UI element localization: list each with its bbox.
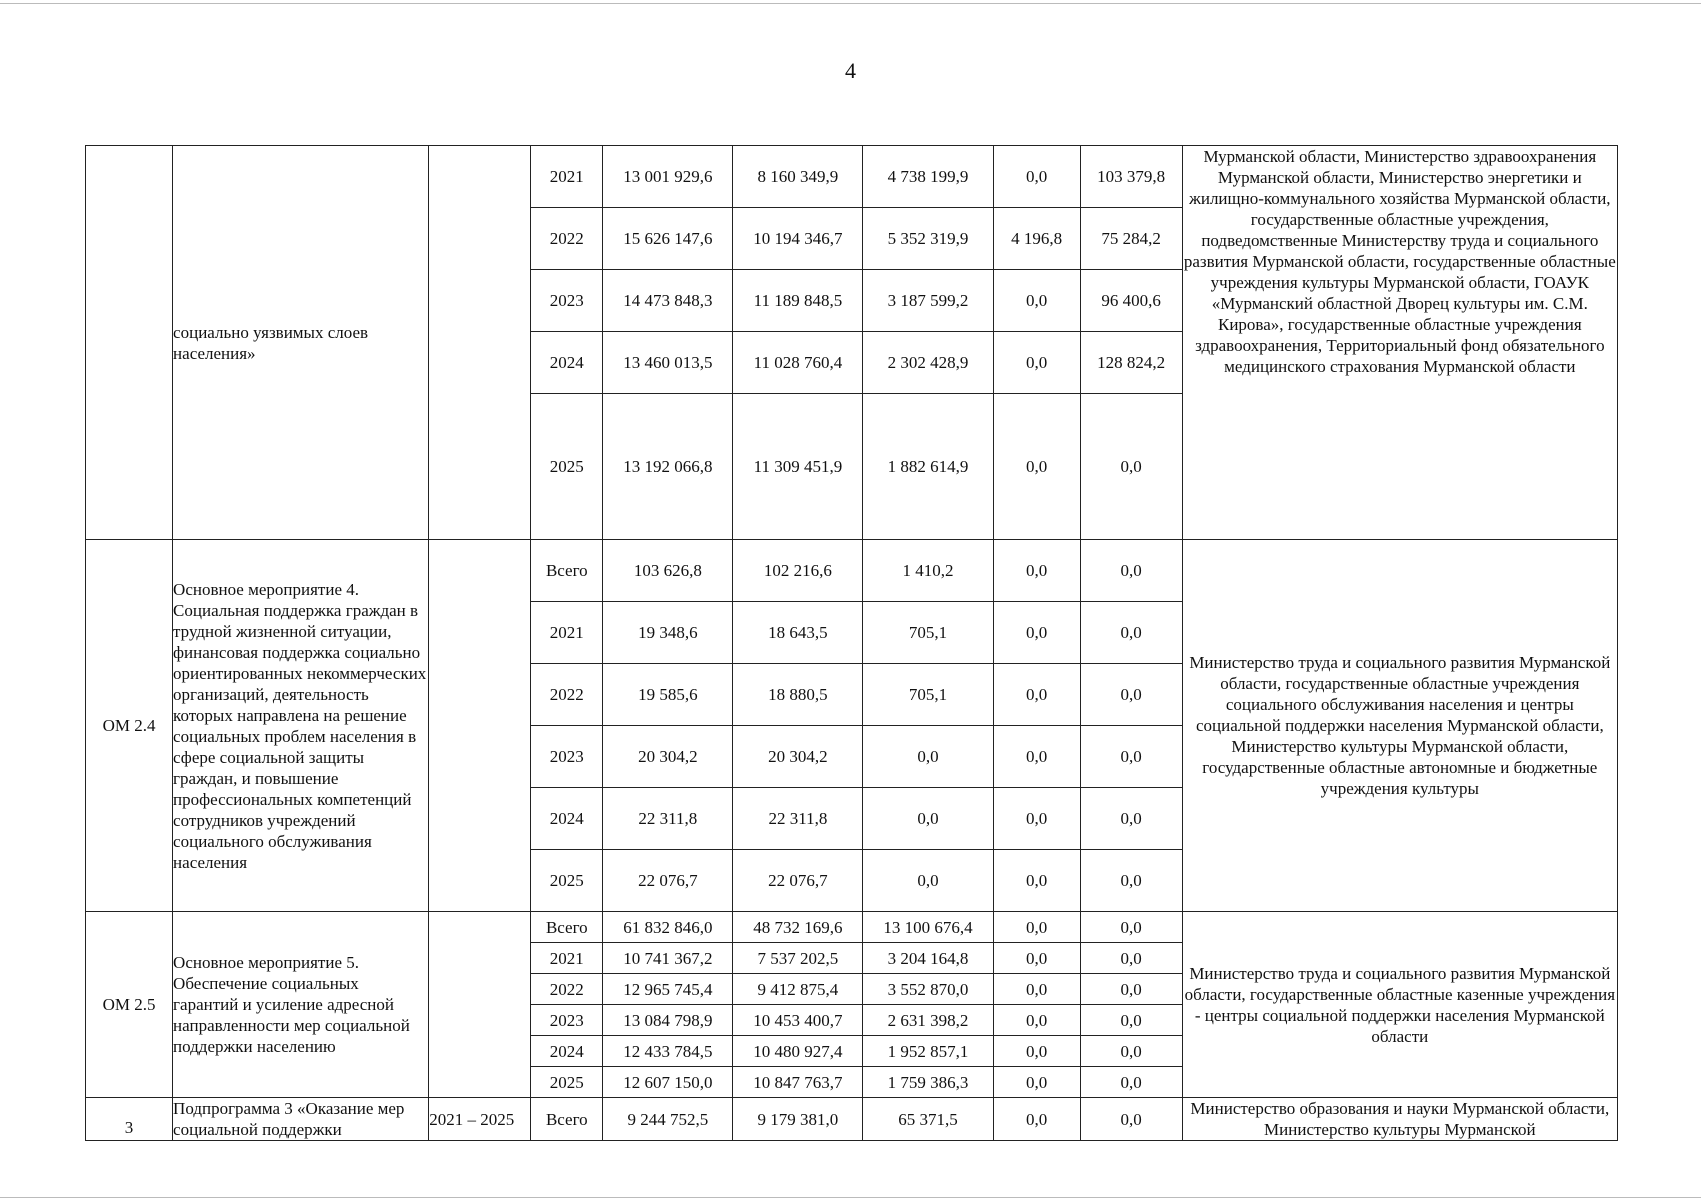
amount-cell: 18 643,5 [733,602,863,664]
term-cell [429,912,531,1098]
amount-cell: 0,0 [1080,943,1182,974]
term-cell [429,540,531,912]
table-row [86,1098,1618,1141]
amount-cell: 1 882 614,9 [863,394,993,540]
amount-cell: 0,0 [993,270,1080,332]
code-cell: 3 [86,1098,173,1141]
total-cell: 10 741 367,2 [603,943,733,974]
amount-cell: 10 194 346,7 [733,208,863,270]
amount-cell: 0,0 [1080,664,1182,726]
code-cell: ОМ 2.5 [86,912,173,1098]
total-cell: 103 626,8 [603,540,733,602]
amount-cell: 0,0 [1080,540,1182,602]
total-cell: 12 965 745,4 [603,974,733,1005]
term-cell: 2021 – 2025 [429,1098,531,1141]
amount-cell: 0,0 [993,1036,1080,1067]
amount-cell: 0,0 [1080,1005,1182,1036]
amount-cell: 0,0 [1080,394,1182,540]
year-cell: 2024 [531,332,603,394]
amount-cell: 0,0 [1080,912,1182,943]
amount-cell: 11 028 760,4 [733,332,863,394]
table-row [86,146,1618,208]
year-cell: 2024 [531,1036,603,1067]
amount-cell: 9 412 875,4 [733,974,863,1005]
year-cell: 2025 [531,850,603,912]
amount-cell: 22 311,8 [733,788,863,850]
amount-cell: 0,0 [1080,1067,1182,1098]
amount-cell: 1 759 386,3 [863,1067,993,1098]
year-cell: 2025 [531,1067,603,1098]
measure-name-cell: Основное мероприятие 4. Социальная поддержка граждан в трудной жизненной ситуации, финансовая поддержка социально ориентированных некоммерческих организаций, деятельность которых направлена на решение социальных проблем населения в сфере социальной защиты граждан, и повышение профессиональных компетенций сотрудников учреждений социального обслуживания населения [173,540,429,912]
amount-cell: 0,0 [993,540,1080,602]
budget-table [85,145,1618,1141]
total-cell: 19 348,6 [603,602,733,664]
total-cell: 9 244 752,5 [603,1098,733,1141]
total-cell: 13 084 798,9 [603,1005,733,1036]
amount-cell: 0,0 [993,850,1080,912]
amount-cell: 7 537 202,5 [733,943,863,974]
amount-cell: 48 732 169,6 [733,912,863,943]
amount-cell: 10 847 763,7 [733,1067,863,1098]
total-cell: 15 626 147,6 [603,208,733,270]
amount-cell: 0,0 [993,974,1080,1005]
year-cell: Всего [531,540,603,602]
code-cell: ОМ 2.4 [86,540,173,912]
amount-cell: 2 302 428,9 [863,332,993,394]
amount-cell: 1 410,2 [863,540,993,602]
amount-cell: 0,0 [1080,974,1182,1005]
amount-cell: 11 189 848,5 [733,270,863,332]
measure-name-cell: Подпрограмма 3 «Оказание мер социальной поддержки [173,1098,429,1141]
year-cell: 2022 [531,208,603,270]
total-cell: 20 304,2 [603,726,733,788]
amount-cell: 0,0 [993,332,1080,394]
amount-cell: 0,0 [993,1067,1080,1098]
total-cell: 19 585,6 [603,664,733,726]
year-cell: 2025 [531,394,603,540]
code-cell [86,146,173,540]
executors-cell: Мурманской области, Министерство здравоохранения Мурманской области, Министерство энергетики и жилищно-коммунального хозяйства Мурманской области, государственные областные учреждения, подведомственные Министерству труда и социального развития Мурманской области, государственные областные учреждения культуры Мурманской области, ГОАУК «Мурманский областной Дворец культуры им. С.М. Кирова», государственные областные учреждения здравоохранения, Территориальный фонд обязательного медицинского страхования Мурманской области [1182,146,1617,540]
page-number: 4 [845,58,856,83]
amount-cell: 705,1 [863,664,993,726]
total-cell: 14 473 848,3 [603,270,733,332]
total-cell: 12 607 150,0 [603,1067,733,1098]
amount-cell: 5 352 319,9 [863,208,993,270]
year-cell: 2024 [531,788,603,850]
executors-cell: Министерство труда и социального развития Мурманской области, государственные областные учреждения социального обслуживания населения и центры социальной поддержки населения Мурманской области, Министерство культуры Мурманской области, государственные областные автономные и бюджетные учреждения культуры [1182,540,1617,912]
scan-edge-bottom [0,1197,1701,1198]
year-cell: 2022 [531,664,603,726]
amount-cell: 1 952 857,1 [863,1036,993,1067]
amount-cell: 75 284,2 [1080,208,1182,270]
amount-cell: 3 204 164,8 [863,943,993,974]
amount-cell: 0,0 [1080,1036,1182,1067]
amount-cell: 65 371,5 [863,1098,993,1141]
year-cell: Всего [531,1098,603,1141]
total-cell: 22 076,7 [603,850,733,912]
amount-cell: 10 480 927,4 [733,1036,863,1067]
amount-cell: 0,0 [993,943,1080,974]
year-cell: 2021 [531,602,603,664]
amount-cell: 18 880,5 [733,664,863,726]
year-cell: 2021 [531,943,603,974]
amount-cell: 0,0 [993,1098,1080,1141]
table-row [86,912,1618,943]
year-cell: 2023 [531,1005,603,1036]
year-cell: 2021 [531,146,603,208]
amount-cell: 20 304,2 [733,726,863,788]
amount-cell: 8 160 349,9 [733,146,863,208]
total-cell: 22 311,8 [603,788,733,850]
amount-cell: 0,0 [1080,726,1182,788]
amount-cell: 9 179 381,0 [733,1098,863,1141]
amount-cell: 0,0 [863,726,993,788]
amount-cell: 103 379,8 [1080,146,1182,208]
amount-cell: 2 631 398,2 [863,1005,993,1036]
scan-edge-top [0,3,1701,4]
year-cell: 2022 [531,974,603,1005]
table-row [86,540,1618,602]
total-cell: 13 460 013,5 [603,332,733,394]
year-cell: 2023 [531,270,603,332]
term-cell [429,146,531,540]
measure-name-cell: Основное мероприятие 5. Обеспечение социальных гарантий и усиление адресной направленности мер социальной поддержки населению [173,912,429,1098]
total-cell: 13 192 066,8 [603,394,733,540]
amount-cell: 11 309 451,9 [733,394,863,540]
amount-cell: 3 187 599,2 [863,270,993,332]
total-cell: 13 001 929,6 [603,146,733,208]
year-cell: Всего [531,912,603,943]
amount-cell: 22 076,7 [733,850,863,912]
amount-cell: 0,0 [993,664,1080,726]
amount-cell: 3 552 870,0 [863,974,993,1005]
total-cell: 12 433 784,5 [603,1036,733,1067]
executors-cell: Министерство труда и социального развития Мурманской области, государственные областные казенные учреждения - центры социальной поддержки населения Мурманской области [1182,912,1617,1098]
amount-cell: 0,0 [993,788,1080,850]
measure-name-cell: социально уязвимых слоев населения» [173,146,429,540]
amount-cell: 0,0 [993,1005,1080,1036]
year-cell: 2023 [531,726,603,788]
amount-cell: 0,0 [993,602,1080,664]
amount-cell: 0,0 [993,912,1080,943]
amount-cell: 0,0 [993,146,1080,208]
amount-cell: 128 824,2 [1080,332,1182,394]
amount-cell: 0,0 [863,850,993,912]
amount-cell: 0,0 [993,394,1080,540]
amount-cell: 0,0 [993,726,1080,788]
amount-cell: 705,1 [863,602,993,664]
amount-cell: 96 400,6 [1080,270,1182,332]
amount-cell: 0,0 [863,788,993,850]
amount-cell: 102 216,6 [733,540,863,602]
total-cell: 61 832 846,0 [603,912,733,943]
amount-cell: 0,0 [1080,788,1182,850]
amount-cell: 0,0 [1080,602,1182,664]
amount-cell: 0,0 [1080,1098,1182,1141]
amount-cell: 10 453 400,7 [733,1005,863,1036]
amount-cell: 0,0 [1080,850,1182,912]
amount-cell: 4 738 199,9 [863,146,993,208]
amount-cell: 13 100 676,4 [863,912,993,943]
executors-cell: Министерство образования и науки Мурманской области, Министерство культуры Мурманской [1182,1098,1617,1141]
amount-cell: 4 196,8 [993,208,1080,270]
